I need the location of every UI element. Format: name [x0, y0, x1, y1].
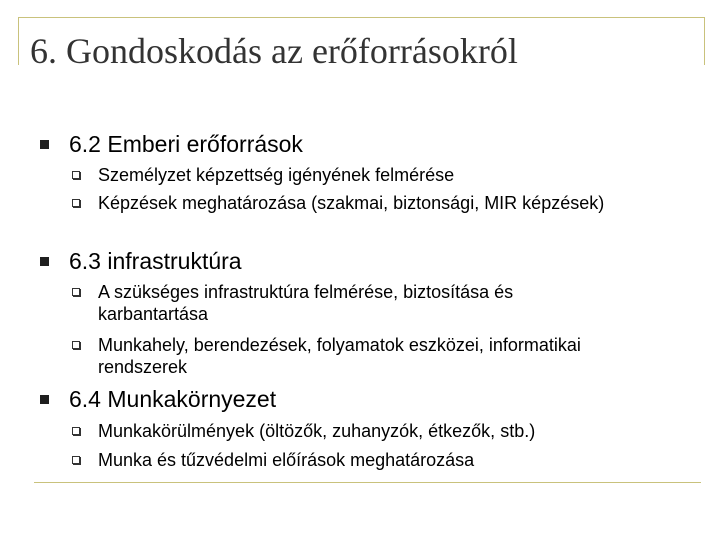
hollow-square-bullet-icon — [72, 288, 80, 296]
section-heading-text: 6.2 Emberi erőforrások — [69, 131, 303, 157]
list-item-text: Munkahely, berendezések, folyamatok eszközei, informatikai rendszerek — [98, 335, 581, 377]
list-item-text: A szükséges infrastruktúra felmérése, biztosítása és karbantartása — [98, 282, 514, 324]
slide-title: 6. Gondoskodás az erőforrásokról — [30, 31, 518, 71]
hollow-square-bullet-icon — [72, 199, 80, 207]
section-heading-text: 6.4 Munkakörnyezet — [69, 386, 277, 412]
list-item-text: Munkakörülmények (öltözők, zuhanyzók, étkezők, stb.) — [98, 421, 536, 441]
square-bullet-icon — [40, 395, 49, 404]
square-bullet-icon — [40, 140, 49, 149]
section-heading-text: 6.3 infrastruktúra — [69, 248, 242, 274]
list-item-text: Személyzet képzettség igényének felmérése — [98, 165, 455, 185]
square-bullet-icon — [40, 257, 49, 266]
list-item-text: Munka és tűzvédelmi előírások meghatározása — [98, 450, 475, 470]
hollow-square-bullet-icon — [72, 341, 80, 349]
hollow-square-bullet-icon — [72, 427, 80, 435]
list-item-text: Képzések meghatározása (szakmai, biztonsági, MIR képzések) — [98, 193, 605, 213]
hollow-square-bullet-icon — [72, 456, 80, 464]
hollow-square-bullet-icon — [72, 171, 80, 179]
